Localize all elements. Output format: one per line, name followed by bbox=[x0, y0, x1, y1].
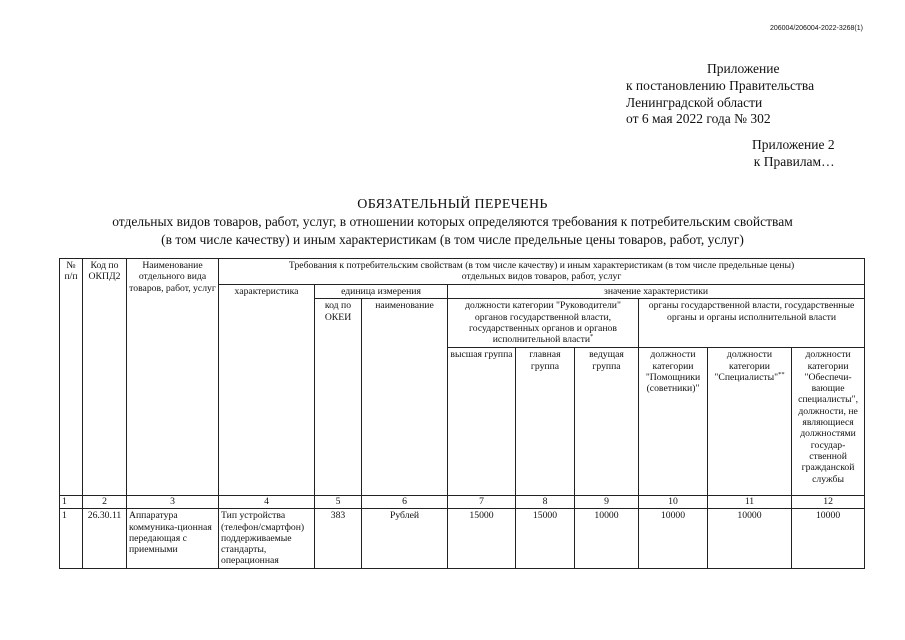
header-requirements-line-1: Требования к потребительским свойствам (в том числе качеству) и иным характеристикам (в том числе предельные цены) bbox=[288, 260, 795, 271]
title-main: ОБЯЗАТЕЛЬНЫЙ ПЕРЕЧЕНЬ bbox=[357, 197, 548, 212]
column-number: 8 bbox=[516, 496, 575, 509]
column-number: 1 bbox=[60, 496, 83, 509]
header-requirements-line-2: отдельных видов товаров, работ, услуг bbox=[461, 271, 622, 283]
footnote-marker-2: ** bbox=[778, 370, 785, 378]
appendix-1-block bbox=[626, 61, 856, 128]
column-number: 11 bbox=[708, 496, 792, 509]
column-number: 9 bbox=[575, 496, 639, 509]
column-number: 12 bbox=[792, 496, 865, 509]
column-number: 5 bbox=[315, 496, 362, 509]
column-number-row bbox=[60, 496, 865, 509]
header-main-group: главная группа bbox=[516, 348, 575, 496]
appendix-1-region: Ленинградской области bbox=[626, 94, 763, 110]
cell-item-name: Аппаратура коммуника-ционная передающая с приемными bbox=[127, 509, 219, 569]
header-heads-category bbox=[448, 299, 639, 348]
cell-value-main: 15000 bbox=[516, 509, 575, 569]
cell-value-assistants: 10000 bbox=[639, 509, 708, 569]
appendix-1-date: от 6 мая 2022 года № 302 bbox=[626, 111, 771, 127]
header-value: значение характеристики bbox=[448, 285, 865, 299]
header-assistants: должности категории "Помощники (советники)" bbox=[639, 348, 708, 496]
appendix-1-decree: к постановлению Правительства bbox=[626, 77, 815, 93]
appendix-2-label: Приложение 2 bbox=[752, 137, 835, 152]
header-authorities: органы государственной власти, государственные органы и органы исполнительной власти bbox=[639, 299, 865, 348]
header-heads-text: должности категории "Руководители" органов государственной власти, государственных органов и органов исполнительной власти bbox=[465, 300, 621, 346]
header-support-specialists: должности категории "Обеспечи-вающие специалисты", должности, не являющиеся должностями государ-ственной гражданской службы bbox=[792, 348, 865, 496]
document-id: 206004/206004-2022-3268(1) bbox=[769, 25, 863, 32]
header-unit: единица измерения bbox=[315, 285, 448, 299]
header-item-name: Наименование отдельного вида товаров, работ, услуг bbox=[127, 259, 219, 496]
header-leading-group: ведущая группа bbox=[575, 348, 639, 496]
header-row-number: № п/п bbox=[60, 259, 83, 496]
header-unit-name: наименование bbox=[362, 299, 448, 496]
cell-okei-code: 383 bbox=[315, 509, 362, 569]
cell-value-support: 10000 bbox=[792, 509, 865, 569]
cell-unit-name: Рублей bbox=[362, 509, 448, 569]
column-number: 4 bbox=[219, 496, 315, 509]
header-okpd2-code: Код по ОКПД2 bbox=[83, 259, 127, 496]
footnote-marker-1: * bbox=[590, 332, 594, 340]
column-number: 6 bbox=[362, 496, 448, 509]
cell-row-number: 1 bbox=[60, 509, 83, 569]
header-requirements bbox=[219, 259, 865, 285]
cell-value-top: 15000 bbox=[448, 509, 516, 569]
appendix-2-block bbox=[752, 137, 835, 170]
column-number: 10 bbox=[639, 496, 708, 509]
requirements-table bbox=[59, 258, 865, 569]
column-number: 7 bbox=[448, 496, 516, 509]
cell-value-specialists: 10000 bbox=[708, 509, 792, 569]
appendix-1-label: Приложение bbox=[707, 61, 780, 76]
header-specialists-text: должности категории "Специалисты" bbox=[714, 349, 779, 383]
header-specialists bbox=[708, 348, 792, 496]
header-top-group: высшая группа bbox=[448, 348, 516, 496]
cell-characteristic: Тип устройства (телефон/смартфон) поддерживаемые стандарты, операционная bbox=[219, 509, 315, 569]
header-characteristic: характеристика bbox=[219, 285, 315, 496]
appendix-2-rules: к Правилам… bbox=[753, 153, 835, 169]
column-number: 3 bbox=[127, 496, 219, 509]
title-line-2: отдельных видов товаров, работ, услуг, в отношении которых определяются требования к потребительским свойствам bbox=[112, 214, 793, 230]
header-okei-code: код по ОКЕИ bbox=[315, 299, 362, 496]
cell-okpd2-code: 26.30.11 bbox=[83, 509, 127, 569]
table-row bbox=[60, 509, 865, 569]
document-title bbox=[0, 196, 905, 248]
cell-value-leading: 10000 bbox=[575, 509, 639, 569]
title-line-3: (в том числе качеству) и иным характеристикам (в том числе предельные цены товаров, работ, услуг) bbox=[161, 231, 744, 247]
column-number: 2 bbox=[83, 496, 127, 509]
